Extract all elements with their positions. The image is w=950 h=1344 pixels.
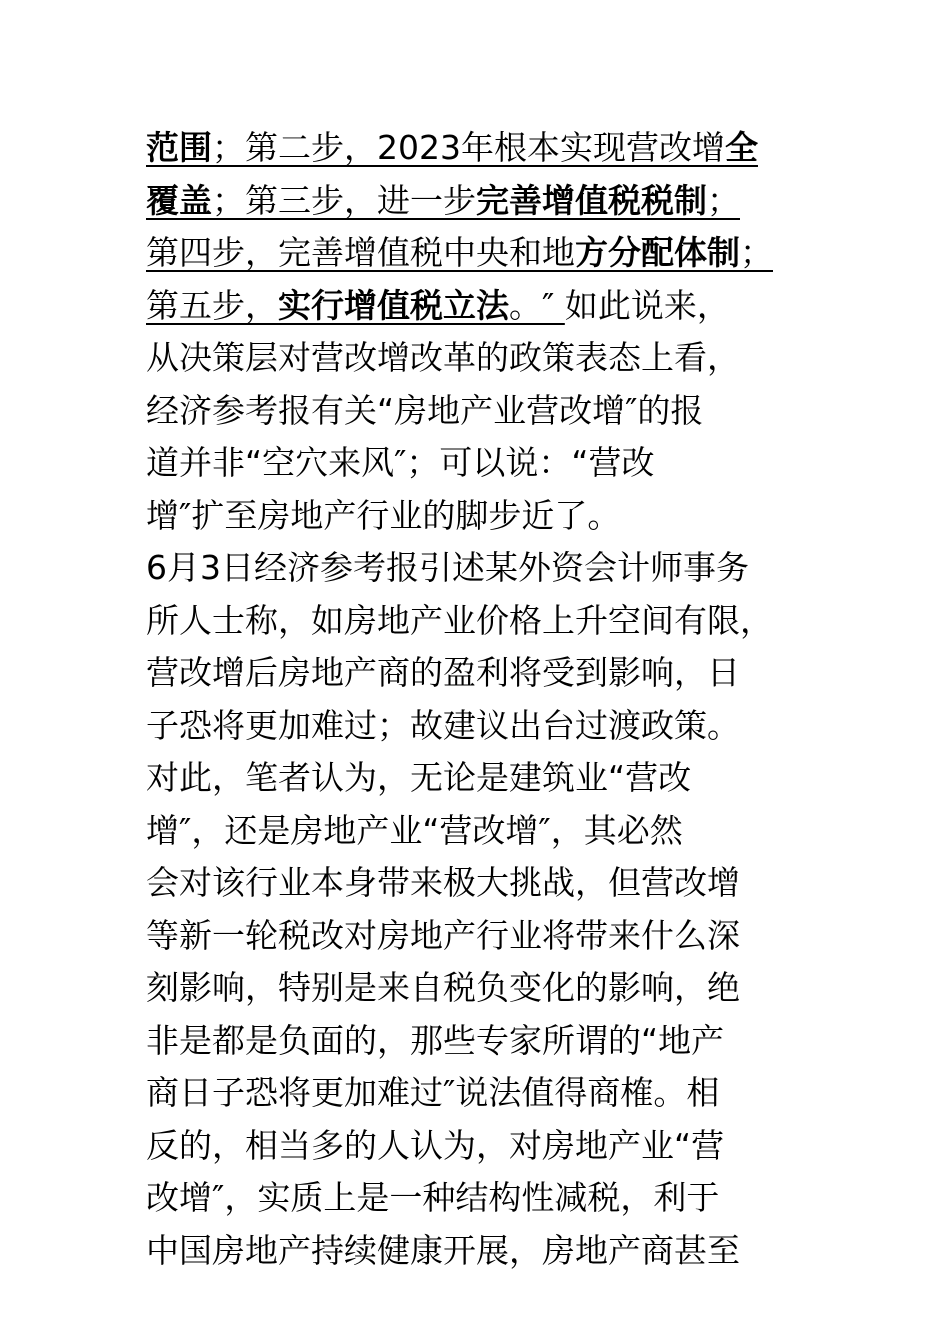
text-run: 非是都是负面的，那些专家所谓的“地产 [146, 1020, 725, 1060]
text-line [146, 805, 816, 858]
text-run: 改增″，实质上是一种结构性减税，利于 [146, 1178, 720, 1217]
text-line [146, 542, 816, 595]
text-run: 商日子恐将更加难过″说法值得商榷。相 [146, 1073, 720, 1112]
text-run: 增″，还是房地产业“营改增″，其必然 [146, 810, 683, 850]
text-line [146, 227, 816, 280]
text-line [146, 490, 816, 543]
text-run: 刻影响，特别是来自税负变化的影响，绝 [146, 968, 740, 1007]
text-run: 子恐将更加难过；故建议出台过渡政策。 [146, 705, 740, 745]
emphasized-text: 方分配体制 [575, 233, 740, 272]
text-run: 所人士称，如房地产业价格上升空间有限， [146, 600, 773, 640]
text-run: 道并非“空穴来风″；可以说：“营改 [146, 443, 655, 482]
text-run: 等新一轮税改对房地产行业将带来什么深 [146, 915, 740, 955]
text-line [146, 1172, 816, 1225]
text-line [146, 1015, 816, 1068]
text-line [146, 175, 816, 228]
text-run: 对此，笔者认为，无论是建筑业“营改 [146, 758, 692, 797]
emphasized-text: 覆盖 [146, 180, 212, 220]
text-run: 从决策层对营改增改革的政策表态上看， [146, 338, 740, 377]
text-run: ；第三步，进一步 [212, 180, 476, 220]
text-line [146, 385, 816, 438]
text-run: 第五步， [146, 285, 278, 325]
text-line [146, 332, 816, 385]
text-line [146, 595, 816, 648]
emphasized-text: 实行增值税立法 [278, 285, 509, 325]
text-run: 营改增后房地产商的盈利将受到影响，日 [146, 653, 740, 692]
body-text [146, 122, 816, 1277]
text-run: ；第二步，2023年根本实现营改增 [212, 128, 725, 167]
text-run: 如此说来， [564, 285, 730, 325]
text-line [146, 857, 816, 910]
text-run: 。″ [509, 285, 565, 325]
text-run: 经济参考报有关“房地产业营改增″的报 [146, 390, 704, 430]
text-line [146, 437, 816, 490]
text-run: 反的，相当多的人认为，对房地产业“营 [146, 1125, 725, 1165]
text-run: 6月3日经济参考报引述某外资会计师事务 [146, 548, 749, 587]
text-run: ； [740, 233, 773, 272]
text-line [146, 1067, 816, 1120]
text-run: 会对该行业本身带来极大挑战，但营改增 [146, 863, 740, 902]
emphasized-text: 范围 [146, 128, 212, 167]
text-run: 增″扩至房地产行业的脚步近了。 [146, 495, 621, 535]
emphasized-text: 完善增值税税制 [476, 180, 707, 220]
text-line [146, 910, 816, 963]
text-run: ； [707, 180, 740, 220]
text-line [146, 647, 816, 700]
text-line [146, 752, 816, 805]
text-line [146, 122, 816, 175]
text-line [146, 1225, 816, 1278]
text-line [146, 1120, 816, 1173]
text-run: 中国房地产持续健康开展，房地产商甚至 [146, 1230, 740, 1270]
text-line [146, 280, 816, 333]
text-line [146, 700, 816, 753]
text-run: 第四步，完善增值税中央和地 [146, 233, 575, 272]
text-line [146, 962, 816, 1015]
emphasized-text: 全 [724, 128, 758, 167]
